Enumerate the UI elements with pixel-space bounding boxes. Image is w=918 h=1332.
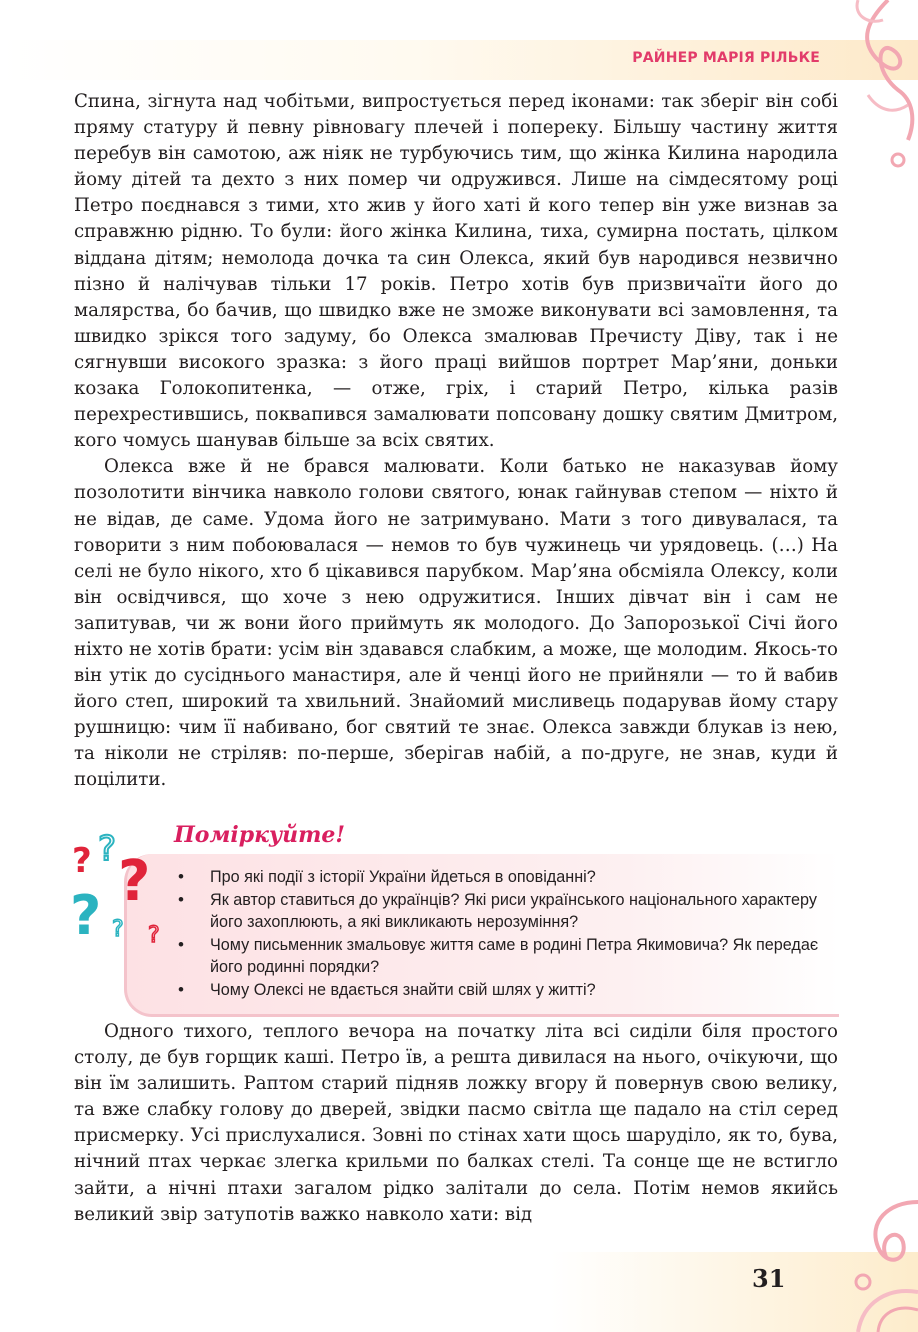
think-box-questions (176, 866, 836, 1001)
svg-text:?: ? (148, 923, 160, 948)
svg-text:?: ? (112, 917, 124, 942)
page-number: 31 (752, 1264, 786, 1293)
list-item: • Чому письменник змальовує життя саме в родині Петра Якимовича? Як передає його родинні порядки? (176, 934, 836, 979)
corner-ornament-icon (768, 1182, 918, 1332)
think-box-title: Поміркуйте! (174, 822, 346, 848)
svg-text:?: ? (118, 849, 151, 914)
main-text-bottom (74, 1019, 838, 1228)
svg-text:?: ? (72, 841, 92, 881)
question-marks-icon (66, 822, 176, 952)
running-header: РАЙНЕР МАРІЯ РІЛЬКЕ (632, 50, 820, 66)
list-item: • Чому Олексі не вдається знайти свій шлях у житті? (176, 979, 836, 1002)
paragraph: Олекса вже й не брався малювати. Коли батько не наказував йому позолотити вінчика навколо голови святого, юнак гайнував степом — ніхто й не відав, де саме. Удома його не затримувано. Мати з того дивувалася, та говорити з ним побоювалася — немов то був чужинець чи урядовець. (…) На селі не було нікого, хто б цікавився парубком. Мар’яна обсміяла Олексу, коли він освідчився, що хоче з нею одружитися. Інших дівчат він і сам не запитував, чи ж вони його приймуть як молодого. До Запорозької Січі його ніхто не хотів брати: усім він здавався слабким, а може, ще молодим. Якось-то він утік до сусіднього манастиря, але й ченці його не прийняли — то й вабив його степ, широкий та хвильний. Знайомий мисливець подарував йому стару рушницю: чим її набивано, бог святий те знає. Олекса завжди блукав із нею, та ніколи не стріляв: по-перше, зберігав набій, а по-друге, не знав, куди й поцілити. (74, 456, 838, 791)
main-text-top (74, 89, 838, 794)
svg-text:?: ? (98, 829, 117, 869)
list-item: • Як автор ставиться до українців? Які риси українського національного характеру його захоплюють, а які викликають нерозуміння? (176, 889, 836, 934)
paragraph: Спина, зігнута над чобітьми, випростується перед іконами: так зберіг він собі пряму статуру й певну рівновагу плечей і попереку. Більшу частину життя перебув він самотою, аж ніяк не турбуючись тим, що жінка Килина народила йому дітей та дехто з них помер чи одружився. Лише на сімдесятому році Петро поєднався з тими, хто жив у його хаті й кого тепер він уже визнав за справжню рідню. То були: його жінка Килина, тиха, сумирна постать, цілком віддана дітям; немолода дочка та син Олекса, який був народився незвично пізно й налічував тільки 17 років. Петро хотів був призвичаїти його до малярства, бо бачив, що швидко вже не зможе виконувати всі замовлення, та швидко зрікся того задуму, бо Олекса змалював Пречисту Діву, так і не сягнувши високого зразка: з його праці вийшов портрет Мар’яни, доньки козака Голокопитенка, — отже, гріх, і старий Петро, кілька разів перехрестившись, поквапився замалювати попсовану дошку святим Дмитром, кого чомусь шанував більше за всіх святих. (74, 91, 838, 452)
list-item: • Про які події з історії України йдеться в оповіданні? (176, 866, 836, 889)
svg-text:?: ? (70, 884, 102, 947)
paragraph: Одного тихого, теплого вечора на початку літа всі сиділи біля простого столу, де був горщик каші. Петро їв, а решта дивилася на нього, очікуючи, що він їм залишить. Раптом старий підняв ложку вгору й повернув свою велику, та вже слабку голову до дверей, звідки пасмо світла ще падало на стіл серед присмерку. Усі прислухалися. Зовні по стінах хати щось шаруділо, як то, бува, нічний птах черкає злегка крильми по балках стелі. Та сонце ще не встигло зайти, а нічні птахи загалом рідко залітали до села. Потім немов якийсь великий звір затупотів важко навколо хати: від (74, 1021, 838, 1225)
